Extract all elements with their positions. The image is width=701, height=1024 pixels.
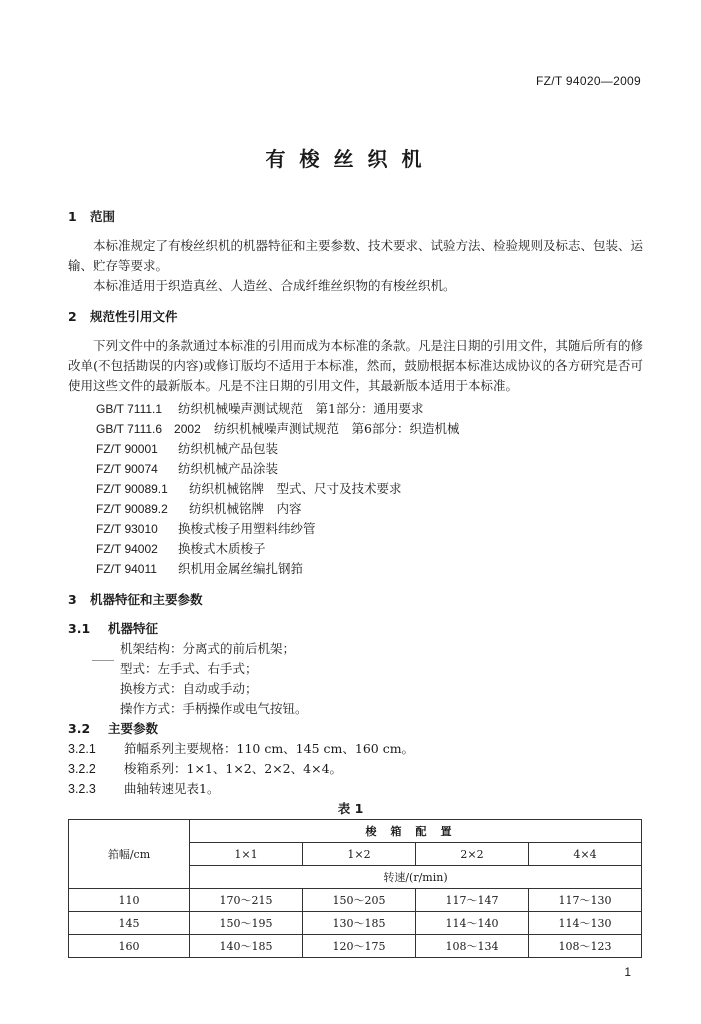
table-cell: 108～134	[416, 935, 529, 958]
table-unit-header: 转速/(r/min)	[190, 866, 642, 889]
table-row	[69, 935, 642, 958]
section-title: 主要参数	[108, 721, 159, 736]
document-title: 有梭丝织机	[265, 147, 436, 171]
reference-item	[96, 439, 278, 457]
table-row	[69, 912, 642, 935]
clause-text: 曲轴转速见表1。	[124, 781, 220, 796]
reference-item	[96, 499, 302, 517]
section-title: 规范性引用文件	[90, 309, 178, 324]
feature-item: 换梭方式：自动或手动；	[120, 681, 258, 696]
reference-item	[96, 459, 278, 477]
section-number: 1	[68, 209, 77, 224]
reference-code: FZ/T 90089.2	[96, 502, 168, 516]
section-number: 3.1	[68, 621, 91, 636]
reference-code: FZ/T 90001	[96, 442, 158, 456]
table-cell: 150～195	[190, 912, 303, 935]
table-cell: 110	[69, 889, 190, 912]
table-cell: 114～140	[416, 912, 529, 935]
reference-title: 换梭式梭子用塑料纬纱管	[178, 521, 316, 536]
parameter-item	[68, 779, 219, 797]
dash-mark	[92, 660, 114, 661]
paragraph: 下列文件中的条款通过本标准的引用而成为本标准的条款。凡是注日期的引用文件，其随后所有的修改单(不包括勘误的内容)或修订版均不适用于本标准，然而，鼓励根据本标准达成协议的各方研究是否可使用这些文件的最新版本。凡是不注日期的引用文件，其最新版本适用于本标准。	[68, 338, 644, 393]
reference-title: 织机用金属丝编扎钢筘	[178, 561, 304, 576]
reference-code: FZ/T 93010	[96, 522, 158, 536]
table-cell: 117～147	[416, 889, 529, 912]
reference-code: GB/T 7111.6 2002	[96, 422, 201, 436]
reference-title: 纺织机械产品包装	[178, 441, 279, 456]
paragraph: 本标准规定了有梭丝织机的机器特征和主要参数、技术要求、试验方法、检验规则及标志、包装、运输、贮存等要求。	[68, 238, 644, 273]
feature-item: 操作方式：手柄操作或电气按钮。	[120, 701, 308, 716]
section-title: 范围	[90, 209, 116, 224]
clause-text: 筘幅系列主要规格：110 cm、145 cm、160 cm。	[124, 741, 415, 756]
reference-item	[96, 519, 316, 537]
table-stub-header: 筘幅/cm	[69, 820, 190, 889]
section-3-1-heading	[68, 619, 158, 637]
table-column-header: 1×1	[190, 843, 303, 866]
reference-title: 纺织机械铭牌 内容	[189, 501, 302, 516]
clause-number: 3.2.3	[68, 782, 96, 796]
table-cell: 170～215	[190, 889, 303, 912]
clause-number: 3.2.2	[68, 762, 96, 776]
table-column-header: 2×2	[416, 843, 529, 866]
reference-title: 纺织机械产品涂装	[178, 461, 279, 476]
page-number: 1	[624, 965, 631, 979]
section-3-heading	[68, 590, 203, 608]
feature-item: 型式：左手式、右手式；	[120, 661, 258, 676]
table-cell: 160	[69, 935, 190, 958]
section-title: 机器特征和主要参数	[90, 592, 203, 607]
reference-item	[96, 479, 402, 497]
reference-item	[96, 399, 423, 417]
reference-item	[96, 419, 459, 437]
reference-code: GB/T 7111.1	[96, 402, 163, 416]
reference-title: 纺织机械噪声测试规范 第1部分：通用要求	[178, 401, 424, 416]
reference-title: 纺织机械铭牌 型式、尺寸及技术要求	[189, 481, 402, 496]
reference-item	[96, 559, 303, 577]
table-cell: 114～130	[529, 912, 642, 935]
table-column-header: 1×2	[303, 843, 416, 866]
feature-item: 机架结构：分离式的前后机架；	[120, 641, 296, 656]
table-cell: 130～185	[303, 912, 416, 935]
reference-code: FZ/T 90089.1	[96, 482, 168, 496]
reference-code: FZ/T 94011	[96, 562, 157, 576]
reference-title: 换梭式木质梭子	[178, 541, 266, 556]
clause-number: 3.2.1	[68, 742, 96, 756]
section-1-heading	[68, 207, 115, 225]
table-row	[69, 889, 642, 912]
table-column-header: 4×4	[529, 843, 642, 866]
parameter-item	[68, 739, 414, 757]
speed-table	[68, 819, 642, 958]
reference-item	[96, 539, 266, 557]
section-number: 3.2	[68, 721, 91, 736]
standard-code: FZ/T 94020—2009	[535, 74, 641, 88]
table-caption: 表 1	[337, 801, 364, 816]
table-cell: 145	[69, 912, 190, 935]
table-cell: 117～130	[529, 889, 642, 912]
section-number: 3	[68, 592, 77, 607]
table-cell: 108～123	[529, 935, 642, 958]
table-cell: 150～205	[303, 889, 416, 912]
section-title: 机器特征	[108, 621, 159, 636]
section-3-2-heading	[68, 719, 158, 737]
reference-code: FZ/T 90074	[96, 462, 158, 476]
reference-title: 纺织机械噪声测试规范 第6部分：织造机械	[214, 421, 460, 436]
section-2-heading	[68, 307, 178, 325]
table-cell: 140～185	[190, 935, 303, 958]
paragraph: 本标准适用于织造真丝、人造丝、合成纤维丝织物的有梭丝织机。	[93, 278, 456, 293]
reference-code: FZ/T 94002	[96, 542, 158, 556]
parameter-item	[68, 759, 342, 777]
table-group-header: 梭箱配置	[190, 820, 642, 843]
table-cell: 120～175	[303, 935, 416, 958]
section-number: 2	[68, 309, 77, 324]
clause-text: 梭箱系列：1×1、1×2、2×2、4×4。	[124, 761, 343, 776]
